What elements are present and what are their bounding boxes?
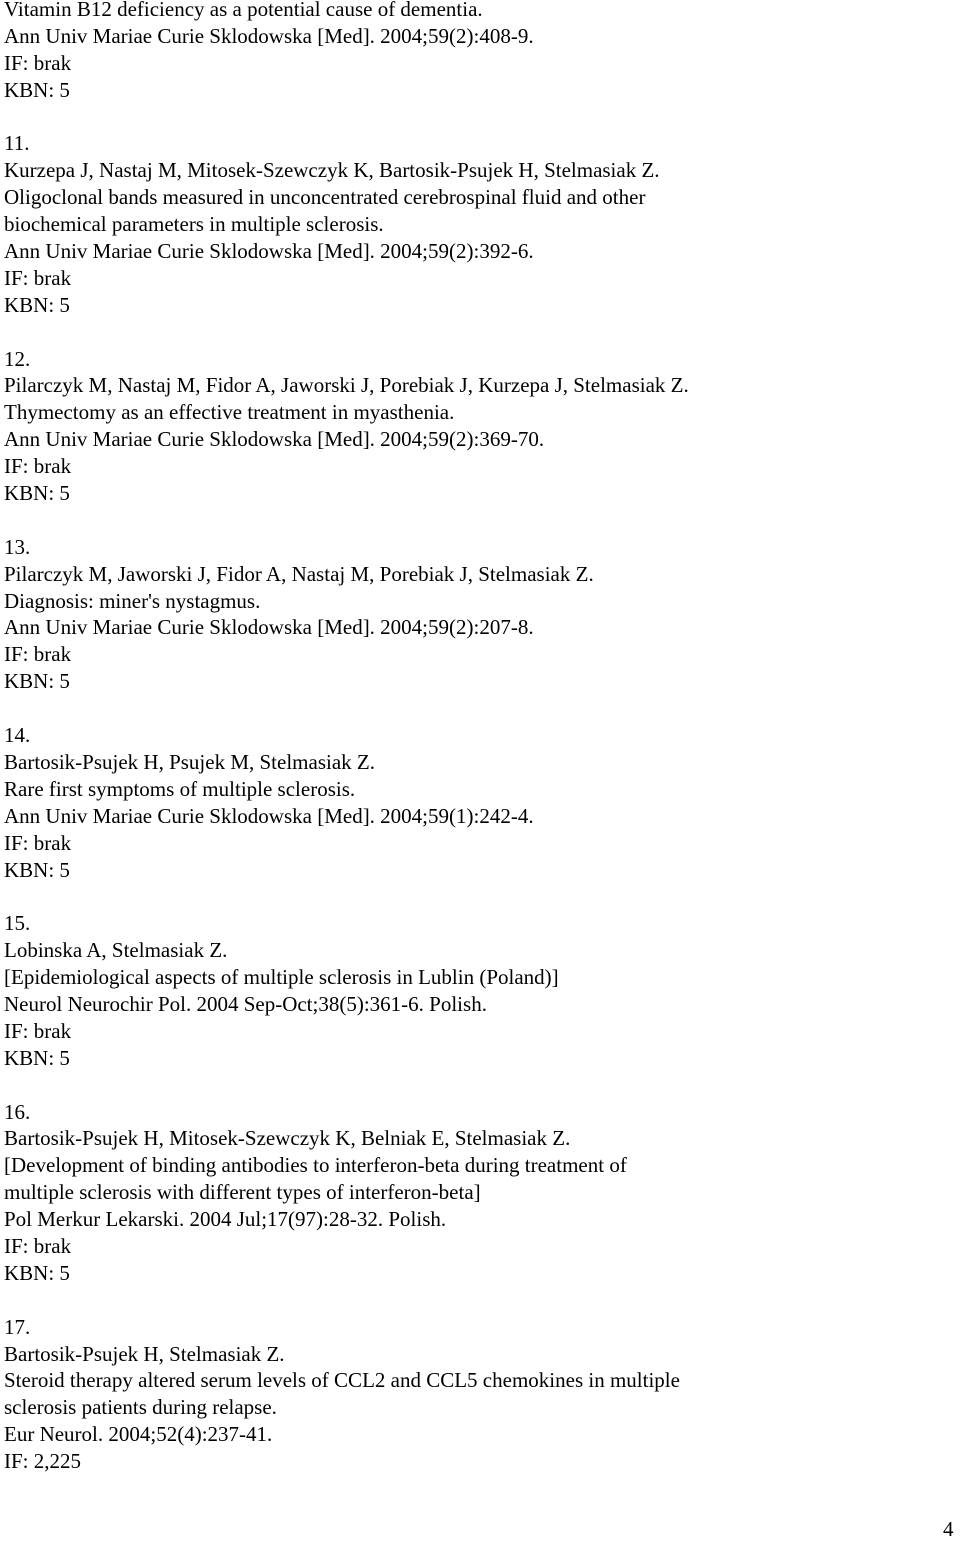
reference-journal: Eur Neurol. 2004;52(4):237-41. bbox=[4, 1422, 273, 1447]
reference-journal: Ann Univ Mariae Curie Sklodowska [Med]. 2004;59(2):369-70. bbox=[4, 427, 545, 452]
reference-impact-factor: IF: brak bbox=[4, 642, 72, 667]
reference-number: 15. bbox=[4, 911, 31, 936]
reference-number: 13. bbox=[4, 534, 31, 559]
reference-entry bbox=[4, 346, 954, 507]
reference-number: 12. bbox=[4, 346, 31, 371]
reference-journal: Ann Univ Mariae Curie Sklodowska [Med]. 2004;59(1):242-4. bbox=[4, 803, 534, 828]
entry-gap bbox=[4, 1287, 954, 1314]
reference-authors: Bartosik-Psujek H, Mitosek-Szewczyk K, Belniak E, Stelmasiak Z. bbox=[4, 1126, 571, 1151]
reference-journal: Neurol Neurochir Pol. 2004 Sep-Oct;38(5):361-6. Polish. bbox=[4, 991, 487, 1016]
reference-entry bbox=[4, 130, 954, 318]
reference-kbn-score: KBN: 5 bbox=[4, 857, 70, 882]
reference-impact-factor: IF: brak bbox=[4, 50, 72, 75]
reference-impact-factor: IF: brak bbox=[4, 265, 72, 290]
reference-impact-factor: IF: 2,225 bbox=[4, 1449, 82, 1474]
reference-authors: Pilarczyk M, Nastaj M, Fidor A, Jaworski J, Porebiak J, Kurzepa J, Stelmasiak Z. bbox=[4, 373, 689, 398]
entry-gap bbox=[4, 695, 954, 722]
reference-journal: Ann Univ Mariae Curie Sklodowska [Med]. 2004;59(2):207-8. bbox=[4, 615, 534, 640]
reference-title: multiple sclerosis with different types of interferon-beta] bbox=[4, 1180, 481, 1205]
reference-kbn-score: KBN: 5 bbox=[4, 77, 70, 102]
document-page bbox=[4, 0, 954, 1475]
reference-journal: Ann Univ Mariae Curie Sklodowska [Med]. 2004;59(2):392-6. bbox=[4, 239, 534, 264]
reference-impact-factor: IF: brak bbox=[4, 830, 72, 855]
reference-title: Oligoclonal bands measured in unconcentrated cerebrospinal fluid and other bbox=[4, 185, 646, 210]
reference-kbn-score: KBN: 5 bbox=[4, 481, 70, 506]
reference-title: biochemical parameters in multiple sclerosis. bbox=[4, 212, 384, 237]
reference-kbn-score: KBN: 5 bbox=[4, 1260, 70, 1285]
entry-gap bbox=[4, 1072, 954, 1099]
reference-authors: Bartosik-Psujek H, Psujek M, Stelmasiak Z. bbox=[4, 749, 375, 774]
reference-title: [Development of binding antibodies to interferon-beta during treatment of bbox=[4, 1153, 627, 1178]
reference-kbn-score: KBN: 5 bbox=[4, 1045, 70, 1070]
reference-number: 14. bbox=[4, 723, 31, 748]
reference-title: Diagnosis: miner's nystagmus. bbox=[4, 588, 261, 613]
reference-title: Steroid therapy altered serum levels of CCL2 and CCL5 chemokines in multiple bbox=[4, 1368, 680, 1393]
reference-authors: Lobinska A, Stelmasiak Z. bbox=[4, 938, 228, 963]
reference-impact-factor: IF: brak bbox=[4, 1018, 72, 1043]
reference-title: Vitamin B12 deficiency as a potential cause of dementia. bbox=[4, 0, 483, 21]
reference-impact-factor: IF: brak bbox=[4, 1233, 72, 1258]
reference-kbn-score: KBN: 5 bbox=[4, 292, 70, 317]
reference-impact-factor: IF: brak bbox=[4, 454, 72, 479]
entry-gap bbox=[4, 507, 954, 534]
reference-title: Rare first symptoms of multiple sclerosis. bbox=[4, 776, 356, 801]
reference-authors: Kurzepa J, Nastaj M, Mitosek-Szewczyk K, Bartosik-Psujek H, Stelmasiak Z. bbox=[4, 158, 660, 183]
reference-entry bbox=[4, 1099, 954, 1287]
reference-title: sclerosis patients during relapse. bbox=[4, 1395, 277, 1420]
entry-gap bbox=[4, 104, 954, 131]
entry-gap bbox=[4, 319, 954, 346]
reference-kbn-score: KBN: 5 bbox=[4, 669, 70, 694]
reference-title: [Epidemiological aspects of multiple sclerosis in Lublin (Poland)] bbox=[4, 965, 559, 990]
entry-gap bbox=[4, 883, 954, 910]
reference-entry bbox=[4, 1314, 954, 1475]
reference-authors: Pilarczyk M, Jaworski J, Fidor A, Nastaj M, Porebiak J, Stelmasiak Z. bbox=[4, 561, 594, 586]
reference-entry bbox=[4, 534, 954, 695]
page-number: 4 bbox=[943, 1517, 954, 1541]
reference-authors: Bartosik-Psujek H, Stelmasiak Z. bbox=[4, 1341, 285, 1366]
reference-entry bbox=[4, 910, 954, 1071]
reference-journal: Pol Merkur Lekarski. 2004 Jul;17(97):28-32. Polish. bbox=[4, 1207, 447, 1232]
reference-number: 16. bbox=[4, 1099, 31, 1124]
reference-title: Thymectomy as an effective treatment in myasthenia. bbox=[4, 400, 455, 425]
reference-number: 11. bbox=[4, 131, 30, 156]
reference-entry bbox=[4, 0, 954, 104]
reference-number: 17. bbox=[4, 1314, 31, 1339]
reference-journal: Ann Univ Mariae Curie Sklodowska [Med]. 2004;59(2):408-9. bbox=[4, 23, 534, 48]
reference-entry bbox=[4, 722, 954, 883]
